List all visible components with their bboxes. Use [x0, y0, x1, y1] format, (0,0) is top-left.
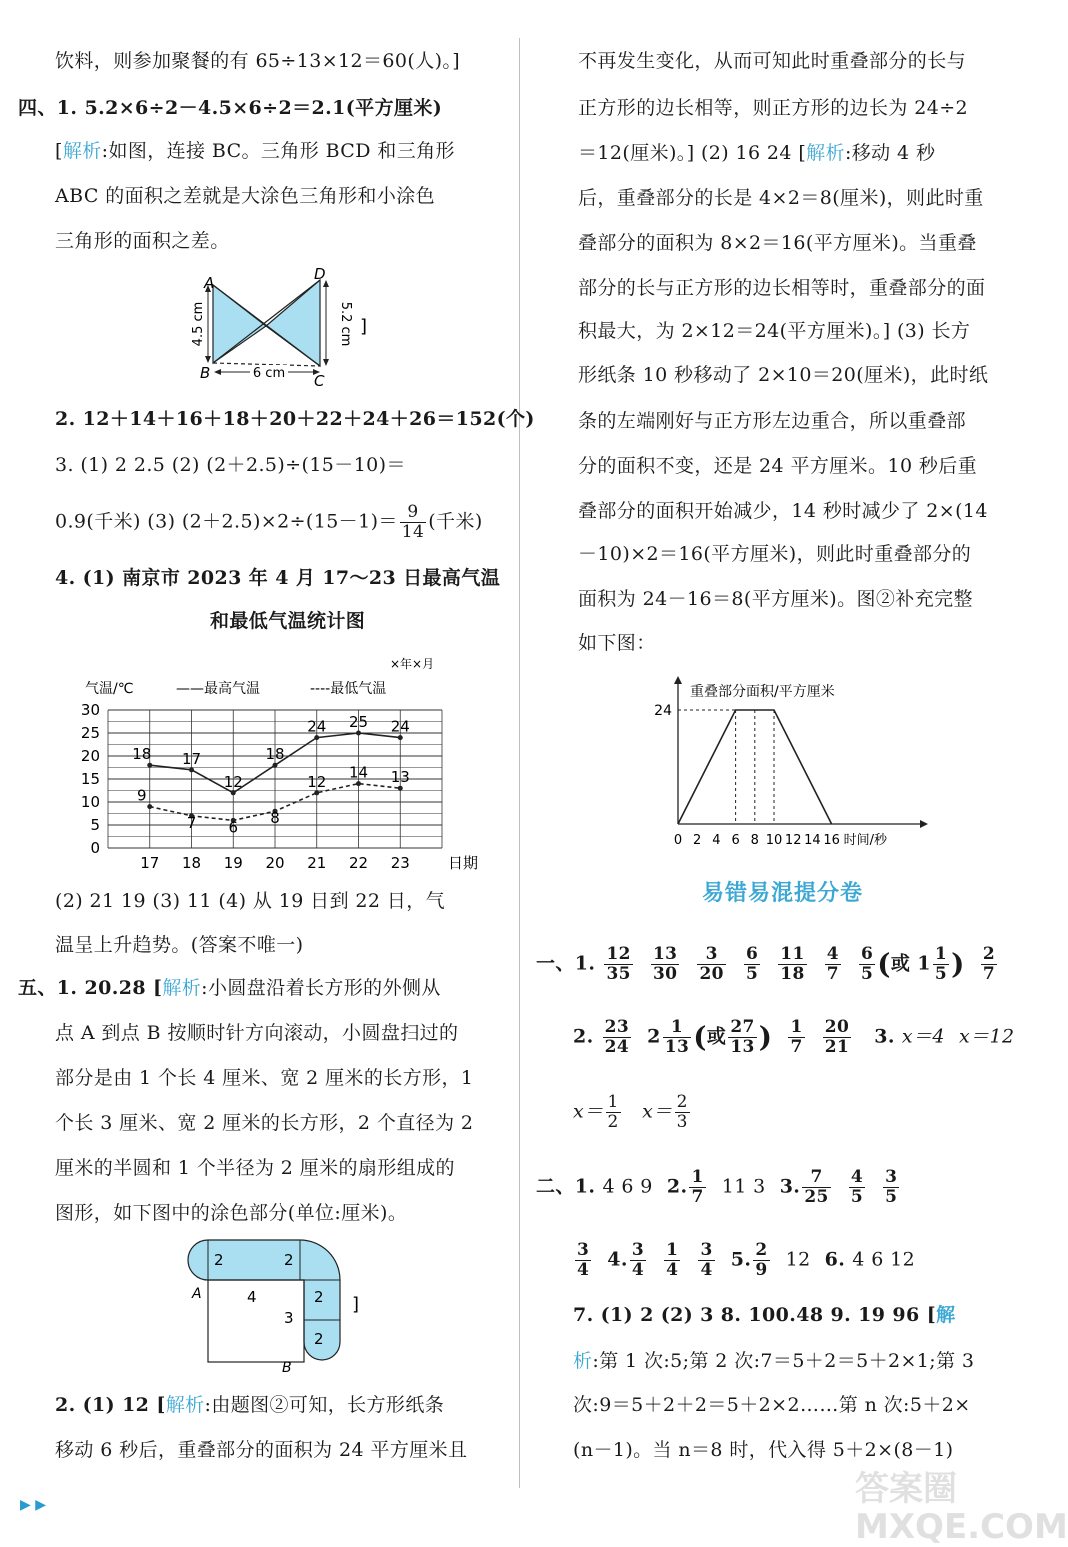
- text-line: 移动 6 秒后，重叠部分的面积为 24 平方厘米且: [55, 1439, 468, 1461]
- text-line: 图形，如下图中的涂色部分(单位:厘米)。: [55, 1202, 408, 1224]
- x-tick-label: 0: [673, 833, 683, 848]
- text-line: 2. (1) 12 [解析:由题图②可知，长方形纸条: [55, 1394, 445, 1416]
- x-axis-arrow-icon: [920, 820, 928, 828]
- x-axis-label: 日期: [448, 854, 479, 872]
- text-line: 面积为 24－16＝8(平方厘米)。图②补充完整: [578, 588, 973, 610]
- data-point: [314, 735, 319, 740]
- data-label: 24: [390, 717, 410, 736]
- temperature-chart: [60, 648, 500, 878]
- y-tick-label: 5: [90, 816, 100, 834]
- legend-low: ----最低气温: [310, 681, 387, 697]
- text-line: ABC 的面积之差就是大涂色三角形和小涂色: [55, 185, 436, 207]
- data-point: [147, 804, 152, 809]
- y-tick-label: 24: [654, 703, 672, 719]
- x-tick-label: 19: [223, 854, 243, 872]
- jiexi-label: 解析: [806, 142, 845, 164]
- text-line: 四、1. 5.2×6÷2－4.5×6÷2＝2.1(平方厘米): [18, 97, 443, 119]
- height-label-right: 5.2 cm: [338, 301, 353, 347]
- y-tick-label: 0: [90, 839, 100, 857]
- label-D: D: [314, 265, 326, 283]
- data-label: 8: [270, 809, 280, 828]
- answer-row: 二、1. 4 6 9 2. $\frac{1}{7}$ 11 3 3. $\frac{7}{25}$ $\frac{4}{5}$ $\frac{3}{5}$: [536, 1167, 898, 1207]
- data-point: [273, 763, 278, 768]
- text-line: 后，重叠部分的长是 4×2＝8(厘米)，则此时重: [578, 187, 984, 209]
- text-line: 积最大，为 2×12＝24(平方厘米)。] (3) 长方: [578, 320, 971, 342]
- text-line: 个长 3 厘米、宽 2 厘米的长方形，2 个直径为 2: [55, 1112, 474, 1134]
- svg-text:2: 2: [314, 1330, 324, 1348]
- x-tick-label: 21: [307, 854, 327, 872]
- x-tick-label: 18: [181, 854, 202, 872]
- x-tick-label: 2: [693, 833, 702, 848]
- disc-path-figure: [180, 1232, 370, 1377]
- x-tick-label: 17: [140, 854, 160, 872]
- label-A: A: [192, 1286, 202, 1302]
- column-divider: [519, 38, 520, 1488]
- label-B: B: [282, 1360, 292, 1376]
- text-line: 点 A 到点 B 按顺时针方向滚动，小圆盘扫过的: [55, 1022, 459, 1044]
- y-tick-label: 15: [80, 770, 100, 788]
- data-point: [314, 790, 319, 795]
- svg-text:2: 2: [314, 1288, 324, 1306]
- small-shaded-triangle: [213, 285, 266, 363]
- answer-row: x＝ $\frac{1}{2}$ x＝ $\frac{2}{3}$: [573, 1092, 688, 1132]
- text-line: 0.9(千米) (3) (2＋2.5)×2÷(15－1)＝ $\frac{9}{14}$ (千米): [55, 502, 483, 542]
- x-tick-label: 23: [390, 854, 410, 872]
- text-line: 叠部分的面积开始减少，14 秒时减少了 2×(14: [578, 500, 988, 522]
- data-label: 18: [265, 745, 285, 764]
- y-tick-label: 25: [80, 724, 100, 742]
- data-point: [356, 781, 361, 786]
- bowtie-figure: [180, 262, 390, 392]
- text-line: 分的面积不变，还是 24 平方厘米。10 秒后重: [578, 455, 978, 477]
- y-axis-label: 重叠部分面积/平方厘米: [690, 684, 835, 700]
- jiexi-label: 解析: [162, 977, 202, 999]
- y-tick-label: 10: [80, 793, 100, 811]
- chart-title-line: 和最低气温统计图: [210, 610, 366, 632]
- data-label: 7: [186, 813, 197, 832]
- width-label: 6 cm: [252, 366, 286, 381]
- data-label: 14: [348, 763, 369, 782]
- jiexi-label: 解: [936, 1304, 956, 1326]
- date-note: ×年×月: [390, 657, 435, 671]
- text-line: 2. 12＋14＋16＋18＋20＋22＋24＋26＝152(个): [55, 408, 535, 430]
- data-point: [231, 790, 236, 795]
- label-C: C: [314, 372, 325, 390]
- text-line: 部分的长与正方形的边长相等时，重叠部分的面: [578, 277, 986, 299]
- text-line: 不再发生变化，从而可知此时重叠部分的长与: [578, 50, 967, 72]
- x-tick-label: 16: [823, 833, 840, 848]
- text-line: 析:第 1 次:5;第 2 次:7＝5＋2＝5＋2×1;第 3: [573, 1350, 975, 1372]
- text-line: 次:9＝5＋2＋2＝5＋2×2……第 n 次:5＋2×: [573, 1394, 971, 1416]
- svg-text:2: 2: [284, 1251, 294, 1269]
- text-line: ＝12(厘米)。] (2) 16 24 [解析:移动 4 秒: [578, 142, 936, 164]
- label-B: B: [200, 364, 211, 382]
- text-line: (n－1)。当 n＝8 时，代入得 5＋2×(8－1): [573, 1439, 954, 1461]
- x-axis-label: 时间/秒: [843, 833, 887, 848]
- text-line: 条的左端刚好与正方形左边重合，所以重叠部: [578, 410, 967, 432]
- bracket: ]: [352, 1294, 360, 1315]
- data-point: [147, 763, 152, 768]
- text-line: 温呈上升趋势。(答案不唯一): [55, 934, 304, 956]
- watermark: 答案圈 MXQE.COM: [855, 1469, 1068, 1547]
- svg-text:2: 2: [214, 1251, 224, 1269]
- data-label: 17: [181, 749, 202, 768]
- text-line: 三角形的面积之差。: [55, 230, 230, 252]
- data-label: 24: [307, 717, 327, 736]
- svg-text:3: 3: [284, 1309, 294, 1327]
- svg-text:4: 4: [247, 1288, 257, 1306]
- data-label: 6: [228, 818, 239, 837]
- y-axis-label: 气温/℃: [85, 681, 134, 697]
- answer-row: 2. $\frac{23}{24}$ 2 $\frac{1}{13}$ (或 $\frac{27}{13}$ ) $\frac{1}{7}$ $\frac{20}{21}$ 3. x＝4 x＝12: [573, 1017, 1015, 1057]
- x-tick-label: 10: [765, 833, 783, 848]
- page-arrows-icon: ▶ ▶: [20, 1497, 46, 1513]
- x-tick-label: 6: [731, 833, 740, 848]
- bracket: ]: [360, 316, 368, 337]
- answer-row: 一、1. $\frac{12}{35}$ $\frac{13}{30}$ $\frac{3}{20}$ $\frac{6}{5}$ $\frac{11}{18}$ $\frac{4}{7}$ $\frac{6}{5}$ (或 1 $\frac{1}{5}$ ) $\frac{2}{7}$: [536, 944, 996, 984]
- legend-high: ——最高气温: [176, 681, 260, 697]
- text-line: 7. (1) 2 (2) 3 8. 100.48 9. 19 96 [解: [573, 1304, 956, 1326]
- data-label: 13: [390, 768, 410, 787]
- data-label: 12: [307, 772, 327, 791]
- y-tick-label: 30: [80, 701, 100, 719]
- text-line: 如下图：: [578, 632, 656, 654]
- text-line: 五、1. 20.28 [解析:小圆盘沿着长方形的外侧从: [18, 977, 441, 999]
- data-label: 25: [348, 713, 369, 731]
- x-tick-label: 8: [750, 833, 759, 848]
- answer-row: $\frac{3}{4}$ 4. $\frac{3}{4}$ $\frac{1}{4}$ $\frac{3}{4}$ 5. $\frac{2}{9}$ 12 6. 4 6 12: [577, 1240, 916, 1280]
- data-point: [398, 786, 403, 791]
- x-tick-label: 14: [804, 833, 821, 848]
- overlap-area-chart: [648, 672, 968, 862]
- text-line: 3. (1) 2 2.5 (2) (2＋2.5)÷(15－10)＝: [55, 454, 406, 476]
- data-label: 9: [136, 786, 147, 805]
- text-line: 形纸条 10 秒移动了 2×10＝20(厘米)，此时纸: [578, 364, 989, 386]
- large-shaded-triangle: [266, 280, 320, 366]
- y-axis-arrow-icon: [674, 676, 682, 684]
- y-tick-label: 20: [80, 747, 100, 765]
- x-tick-label: 20: [265, 854, 285, 872]
- section-title: 易错易混提分卷: [701, 881, 863, 906]
- data-point: [356, 731, 361, 736]
- data-label: 12: [223, 772, 243, 791]
- text-line: 正方形的边长相等，则正方形的边长为 24÷2: [578, 97, 969, 119]
- text-line: 部分是由 1 个长 4 厘米、宽 2 厘米的长方形，1: [55, 1067, 474, 1089]
- text-line: 饮料，则参加聚餐的有 65÷13×12＝60(人)。]: [55, 50, 461, 72]
- x-tick-label: 4: [712, 833, 721, 848]
- jiexi-label: 解析: [165, 1394, 205, 1416]
- x-tick-label: 22: [348, 854, 369, 872]
- text-line: －10)×2＝16(平方厘米)，则此时重叠部分的: [578, 543, 972, 565]
- data-point: [189, 767, 194, 772]
- text-line: 叠部分的面积为 8×2＝16(平方厘米)。当重叠: [578, 232, 977, 254]
- label-A: A: [204, 274, 215, 292]
- jiexi-label: 解析: [62, 140, 102, 162]
- chart-title-line: 4. (1) 南京市 2023 年 4 月 17～23 日最高气温: [55, 567, 501, 589]
- data-label: 18: [132, 745, 152, 764]
- height-label-left: 4.5 cm: [191, 301, 206, 347]
- data-point: [398, 735, 403, 740]
- x-tick-label: 12: [784, 833, 802, 848]
- text-line: (2) 21 19 (3) 11 (4) 从 19 日到 22 日，气: [55, 890, 446, 912]
- text-line: [解析:如图，连接 BC。三角形 BCD 和三角形: [55, 140, 455, 162]
- text-line: 厘米的半圆和 1 个半径为 2 厘米的扇形组成的: [55, 1157, 455, 1179]
